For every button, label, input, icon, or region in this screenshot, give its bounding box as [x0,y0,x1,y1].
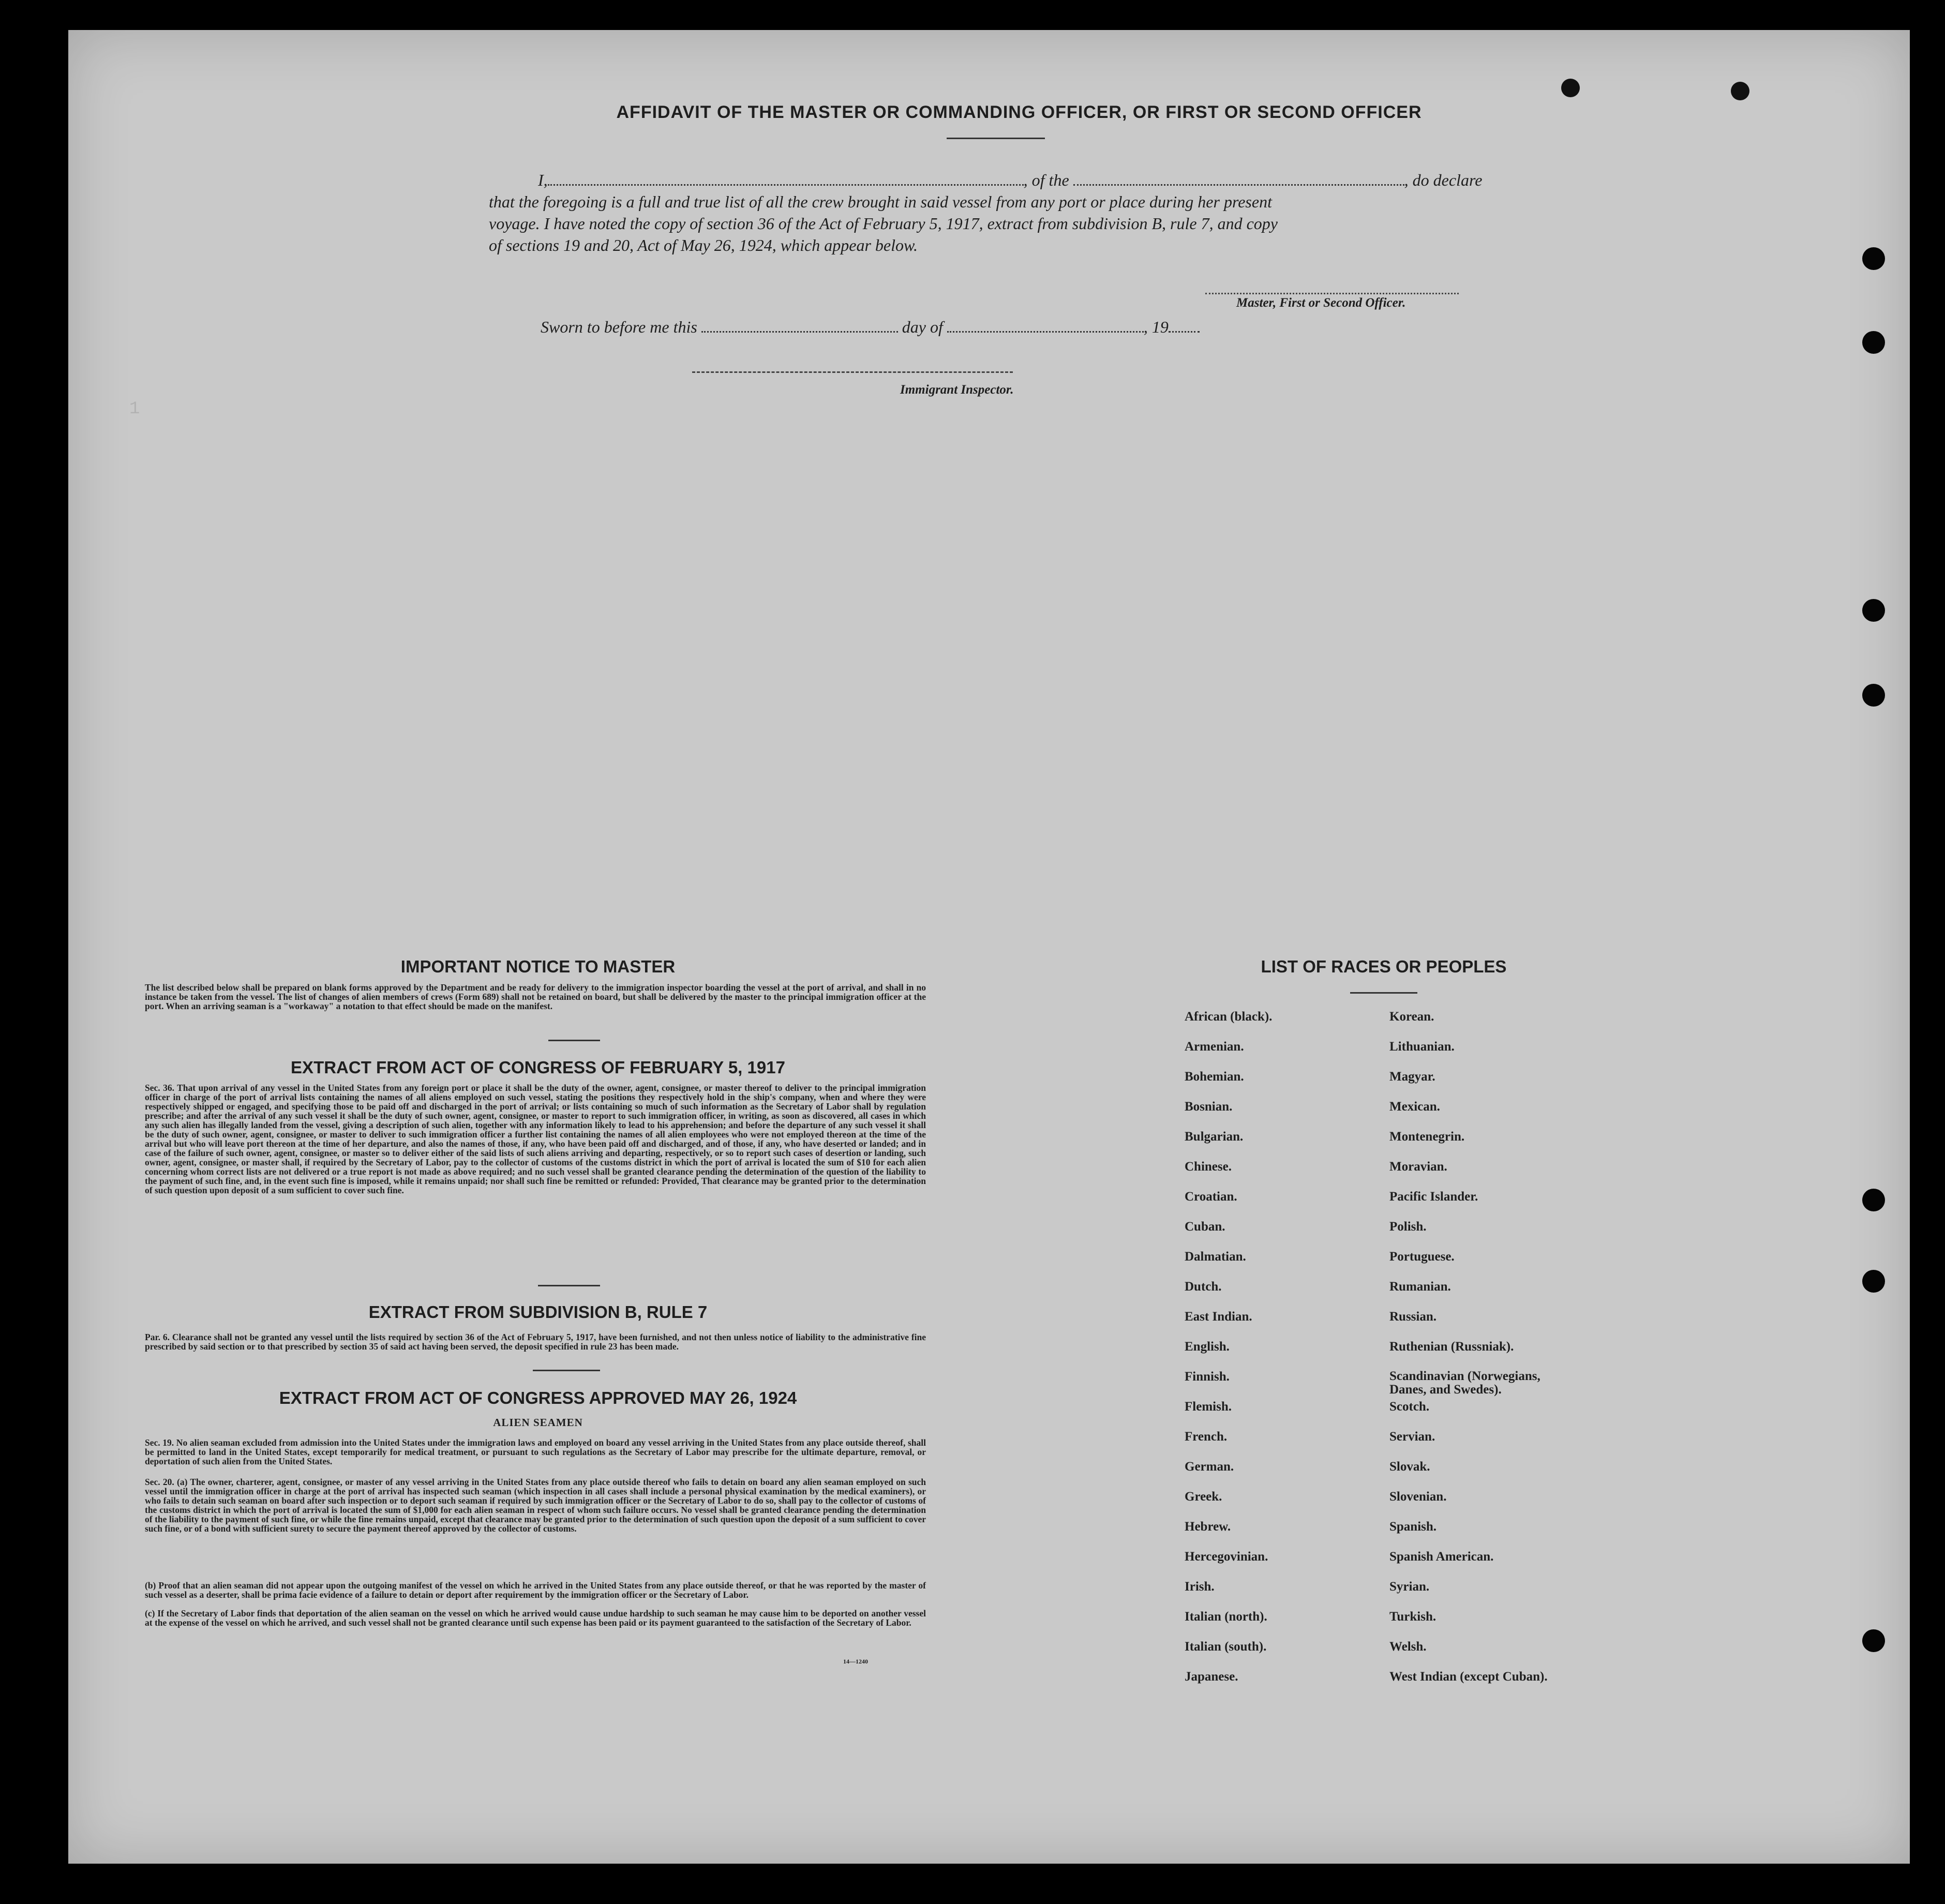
race-item: Dutch. [1185,1280,1222,1294]
race-item: Greek. [1185,1490,1222,1504]
races-title: LIST OF RACES OR PEOPLES [1261,957,1507,976]
divider [548,1040,600,1041]
race-item: Korean. [1389,1010,1434,1024]
sworn-label: Sworn to before me this [541,318,697,336]
punch-hole [1862,331,1885,354]
race-item: English. [1185,1340,1230,1354]
race-item: Irish. [1185,1580,1215,1594]
race-item: French. [1185,1430,1228,1444]
affidavit-line-3: voyage. I have noted the copy of section 36 of the Act of February 5, 1917, extract from subdivision B, rule 7, and copy [489,214,1278,233]
subdivision-b-body: Par. 6. Clearance shall not be granted any vessel until the lists required by section 36 of the Act of February 5, 1917, have been furnished, and not then unless notice of liability to the administrative fine prescribed by said section or to that prescribed by section 35 of said act having been served, the deposit specified in rule 23 has been made. [145,1332,926,1352]
punch-hole [1862,684,1885,707]
race-item: Flemish. [1185,1400,1232,1414]
ink-blot [1731,82,1749,100]
race-item: Cuban. [1185,1220,1225,1234]
race-item: Mexican. [1389,1100,1440,1114]
race-item: Armenian. [1185,1040,1244,1054]
race-item: Magyar. [1389,1070,1435,1084]
race-item: Hercegovinian. [1185,1550,1268,1564]
race-item: Croatian. [1185,1190,1237,1204]
race-item: Italian (south). [1185,1640,1267,1654]
punch-hole [1862,247,1885,270]
race-item: Welsh. [1389,1640,1427,1654]
race-item: Slovak. [1389,1460,1430,1474]
race-item: German. [1185,1460,1234,1474]
sworn-line [541,318,1200,337]
race-item: Slovenian. [1389,1490,1447,1504]
sec-19-body: Sec. 19. No alien seaman excluded from admission into the United States under the immigration laws and employed on board any vessel arriving in the United States from any place outside thereof, shall be permitted to land in the United States, except temporarily for medical treatment, or pursuant to such regulations as the Secretary of Labor may prescribe for the ultimate departure, removal, or deportation of such alien from the United States. [145,1437,926,1466]
race-item: Bohemian. [1185,1070,1244,1084]
extract-1924-subtitle: ALIEN SEAMEN [493,1416,583,1429]
race-item: Portuguese. [1389,1250,1455,1264]
race-item: East Indian. [1185,1310,1252,1324]
inspector-label: Immigrant Inspector. [900,383,1014,397]
race-item: Finnish. [1185,1370,1230,1384]
race-item: Polish. [1389,1220,1427,1234]
race-item: Russian. [1389,1310,1437,1324]
notice-title: IMPORTANT NOTICE TO MASTER [400,957,676,976]
day-of-label: day of [902,318,943,336]
affidavit-title: AFFIDAVIT OF THE MASTER OR COMMANDING OFFICER, OR FIRST OR SECOND OFFICER [616,102,1422,122]
race-item: Lithuanian. [1389,1040,1455,1054]
race-item: Ruthenian (Russniak). [1389,1340,1514,1354]
year-label: , 19 [1143,318,1169,336]
race-item: Syrian. [1389,1580,1430,1594]
punch-hole [1862,599,1885,622]
affidavit-line-1 [538,171,1482,190]
sworn-year-field[interactable] [1169,331,1200,333]
punch-hole [1862,1270,1885,1293]
race-item: Bosnian. [1185,1100,1233,1114]
race-item: Pacific Islander. [1389,1190,1478,1204]
master-signature-line[interactable] [1205,293,1459,294]
race-item: Dalmatian. [1185,1250,1246,1264]
race-item: Rumanian. [1389,1280,1451,1294]
bleed-through: 1 [129,399,963,419]
subdivision-b-title: EXTRACT FROM SUBDIVISION B, RULE 7 [368,1302,708,1322]
race-item: West Indian (except Cuban). [1389,1670,1548,1684]
race-item: Chinese. [1185,1160,1232,1174]
do-declare-label: , do declare [1404,171,1483,189]
race-item: Montenegrin. [1389,1130,1465,1144]
master-label: Master, First or Second Officer. [1236,296,1406,310]
punch-hole [1862,1629,1885,1652]
divider [538,1285,600,1286]
race-item: Spanish American. [1389,1550,1494,1564]
divider [947,138,1045,139]
race-item: African (black). [1185,1010,1273,1024]
race-item: Hebrew. [1185,1520,1231,1534]
race-item: Moravian. [1389,1160,1447,1174]
race-item: Italian (north). [1185,1610,1267,1624]
name-field[interactable] [548,184,1024,186]
sec-20c-body: (c) If the Secretary of Labor finds that deportation of the alien seaman on the vessel on which he arrived would cause undue hardship to such seaman he may cause him to be deported on another vessel at the expense of the vessel on which he arrived, and such vessel shall not be granted clearance until such expense has been paid or its payment guaranteed to the satisfaction of the Secretary of Labor. [145,1608,926,1628]
race-item: Japanese. [1185,1670,1238,1684]
race-item: Scandinavian (Norwegians, Danes, and Swedes). [1389,1369,1540,1397]
ink-blot [1561,79,1580,97]
divider [1350,992,1417,994]
race-item: Spanish. [1389,1520,1437,1534]
race-item: Turkish. [1389,1610,1437,1624]
affidavit-line-2: that the foregoing is a full and true list of all the crew brought in said vessel from any port or place during her present [489,192,1272,211]
vessel-field[interactable] [1073,184,1404,186]
form-number: 14—1240 [843,1658,868,1665]
extract-1917-title: EXTRACT FROM ACT OF CONGRESS OF FEBRUARY 5, 1917 [291,1058,785,1077]
sec-20b-body: (b) Proof that an alien seaman did not appear upon the outgoing manifest of the vessel on which he arrived in the United States from any place outside thereof, or that he was reported by the master of such vessel as a deserter, shall be prima facie evidence of a failure to detain or deport after requirement by the immigration officer or the Secretary of Labor. [145,1580,926,1600]
sworn-month-field[interactable] [947,331,1144,333]
sec-20a-body: Sec. 20. (a) The owner, charterer, agent, consignee, or master of any vessel arriving in the United States from any place outside thereof who fails to detain on board any alien seaman employed on such vessel until the immigration officer in charge at the port of arrival has inspected such seaman (which inspection in all cases shall include a personal physical examination by the medical examiners), or who fails to detain such seaman on board after such inspection or to deport such seaman if required by such immigration officer or the Secretary of Labor to do so, shall pay to the collector of customs of the customs district in which the port of arrival is located the sum of $1,000 for each alien seaman in respect of whom such failure occurs. No vessel shall be granted clearance pending the determination of the liability to the payment of such fine, or while the fine remains unpaid, except that clearance may be granted prior to the determination of such question upon the deposit of a sum sufficient to cover such fine, or of a bond with sufficient surety to secure the payment thereof approved by the collector of customs. [145,1477,926,1534]
i-label: I, [538,171,548,189]
notice-body: The list described below shall be prepared on blank forms approved by the Department and be ready for delivery to the immigration inspector boarding the vessel at the port of arrival, and shall in no instance be taken from the vessel. The list of changes of alien members of crews (Form 689) shall not be retained on board, but shall be delivered by the master to the principal immigration officer at the port. When an arriving seaman is a "workaway" a notation to that effect should be made on the manifest. [145,982,926,1011]
inspector-signature-line[interactable] [692,371,1013,373]
extract-1924-title: EXTRACT FROM ACT OF CONGRESS APPROVED MAY 26, 1924 [279,1388,797,1407]
of-the-label: , of the [1023,171,1069,189]
divider [533,1370,600,1371]
punch-hole [1862,1189,1885,1211]
sworn-day-field[interactable] [701,331,898,333]
extract-1917-body: Sec. 36. That upon arrival of any vessel in the United States from any foreign port or place it shall be the duty of the owner, agent, consignee, or master thereof to deliver to the principal immigration officer in charge of the port of arrival lists containing the names of all aliens employed on such vessel, stating the positions they respectively hold in the ship's company, when and where they were respectively shipped or engaged, and specifying those to be paid off and discharged in the port of arrival; or lists containing so much of such information as the Secretary of Labor shall by regulation prescribe; and after the arrival of any such vessel it shall be the duty of such owner, agent, consignee, or master to report to such immigration officer, in writing, as soon as discovered, all cases in which any such alien has illegally landed from the vessel, giving a description of such alien, together with any information likely to lead to his apprehension; and before the departure of any such vessel it shall be the duty of such owner, agent, consignee, or master to deliver to such immigration officer a further list containing the names of all alien employees who were not employed thereon at the time of the arrival but who will leave port thereon at the time of her departure, and also the names of those, if any, who have been paid off and discharged, and of those, if any, who have deserted or landed; and in case of the failure of such owner, agent, consignee, or master so to deliver either of the said lists of such aliens arriving and departing, respectively, or so to report such cases of desertion or landing, such owner, agent, consignee, or master shall, if required by the Secretary of Labor, pay to the collector of customs of the customs district in which the port of arrival is located the sum of $10 for each alien concerning whom correct lists are not delivered or a true report is not made as above required; and no such vessel shall be granted clearance pending the determination of the question of the liability to the payment of such fine, and, in the event such fine is imposed, while it remains unpaid; nor shall such fine be remitted or refunded: Provided, That clearance may be granted prior to the determination of such question upon deposit of a sum sufficient to cover such fine. [145,1083,926,1195]
affidavit-line-4: of sections 19 and 20, Act of May 26, 1924, which appear below. [489,236,918,254]
race-item: Scotch. [1389,1400,1430,1414]
race-item: Bulgarian. [1185,1130,1244,1144]
race-item: Servian. [1389,1430,1435,1444]
